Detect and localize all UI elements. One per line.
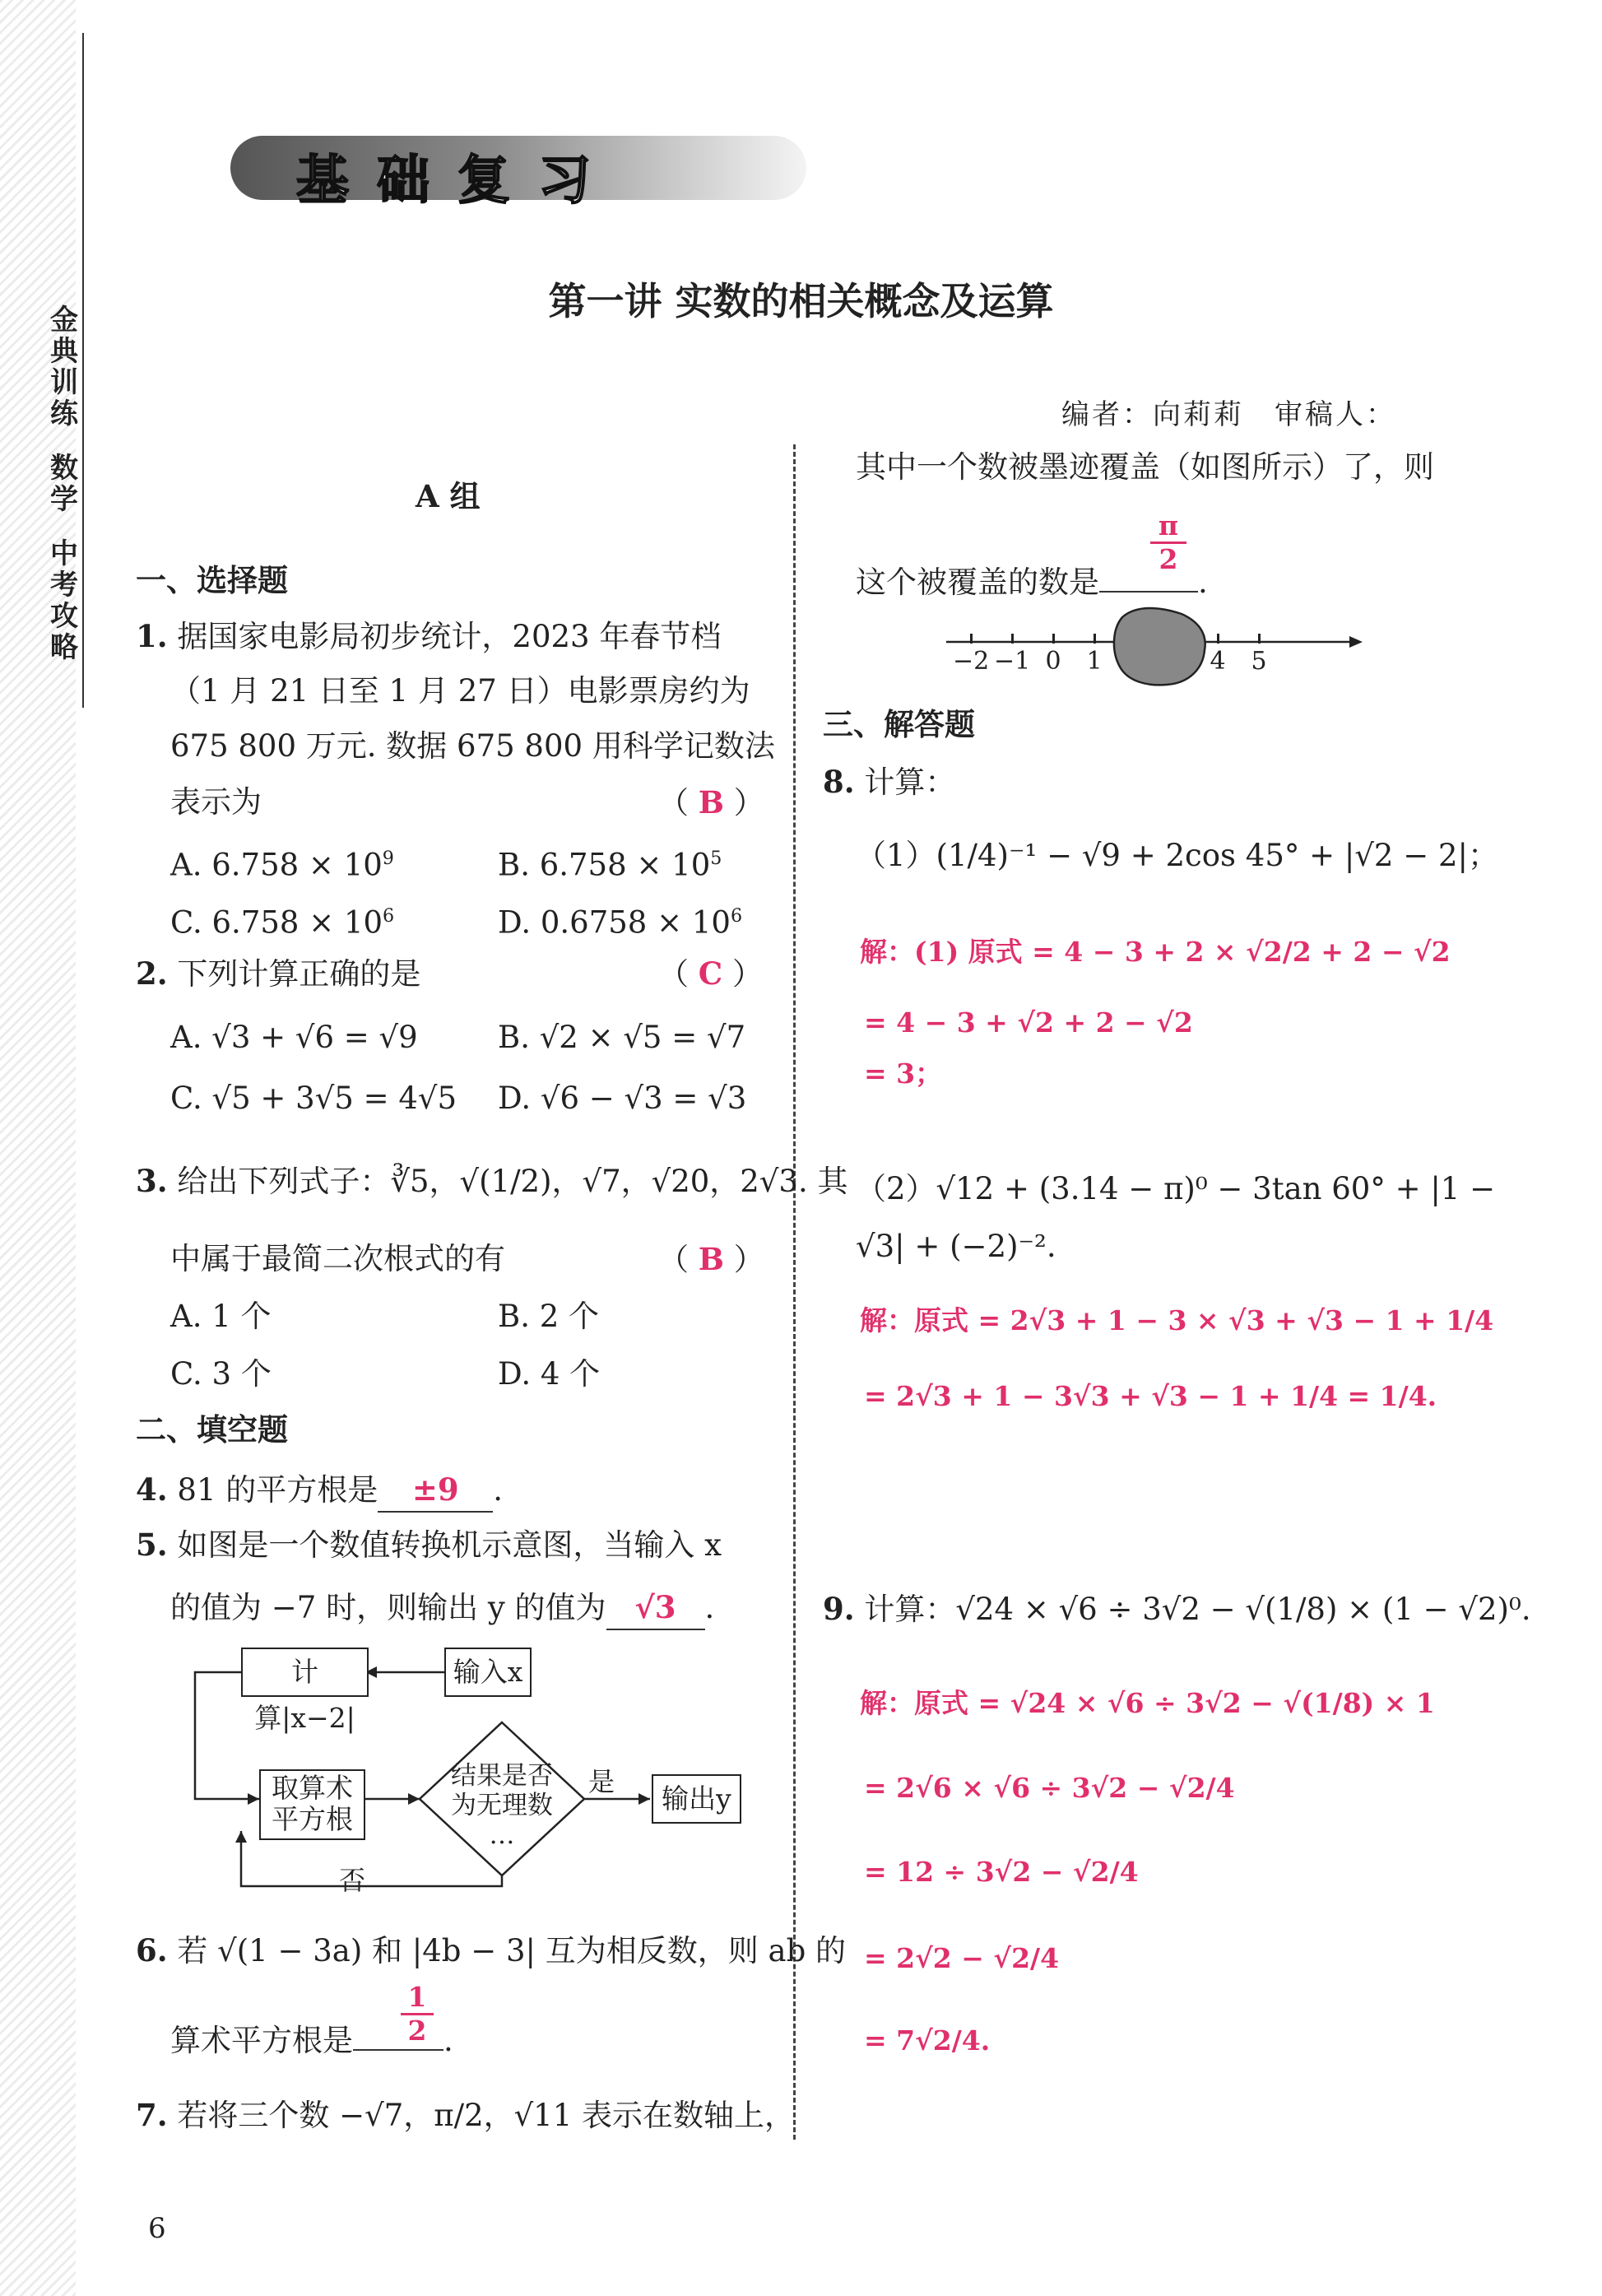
q3-option-a: A. 1 个: [170, 1299, 272, 1334]
q3-answer: B: [698, 1241, 725, 1277]
q7-number: 7.: [136, 2097, 168, 2133]
q1-text-2: （1 月 21 日至 1 月 27 日）电影票房约为: [170, 673, 750, 709]
section-fill: 二、填空题: [136, 1411, 288, 1448]
q6-answer-den: 2: [407, 2015, 427, 2047]
flow-output-box: 输出y: [652, 1774, 741, 1824]
q1-option-b: B. $6.758 \times 10^5$: [498, 847, 722, 883]
sidebar-label: [48, 304, 81, 663]
q6-number: 6.: [136, 1932, 168, 1968]
q4-line: 4. 81 的平方根是 ±9 .: [136, 1469, 503, 1513]
q7-line1: [136, 2094, 795, 2136]
q9-sol-line1: 解：原式 = √24 × √6 ÷ 3√2 − √(1/8) × 1: [860, 1687, 1435, 1719]
q9-text: 计算：√24 × √6 ÷ 3√2 − √(1/8) × (1 − √2)⁰.: [864, 1592, 1531, 1627]
q3-answer-paren: （ B ）: [658, 1241, 764, 1277]
page-title: 第一讲 实数的相关概念及运算: [548, 279, 1054, 323]
q8-sol1-line2: = 4 − 3 + √2 + 2 − √2: [864, 1006, 1193, 1039]
q8-sol2-line1: 解：原式 = 2√3 + 1 − 3 × √3 + √3 − 1 + 1/4: [860, 1304, 1494, 1336]
q7-answer-num: π: [1150, 510, 1186, 544]
q7-text-1: 若将三个数 −√7，π/2，√11 表示在数轴上，: [177, 2098, 796, 2133]
q1-line1: [136, 616, 721, 658]
ink-blot: [946, 599, 1366, 690]
q7-text-3: 这个被覆盖的数是: [856, 565, 1099, 600]
section-answer: 三、解答题: [823, 706, 975, 742]
flow-sqrt-line1: 取算术: [272, 1772, 353, 1804]
q2-option-c: C. √5 + 3√5 = 4√5: [170, 1081, 457, 1116]
sidebar-subject: 数学: [50, 452, 78, 516]
axis-label: 0: [1045, 647, 1061, 676]
sidebar-rule: [82, 33, 84, 708]
flow-judge-line1: 结果是否: [451, 1761, 553, 1791]
q9-sol-line4: = 2√2 − √2/4: [864, 1942, 1060, 1974]
q5-number: 5.: [136, 1527, 168, 1563]
q8-sol1-line1: 解：(1) 原式 = 4 − 3 + 2 × √2/2 + 2 − √2: [860, 936, 1451, 968]
flow-judge-line2: 为无理数: [451, 1791, 553, 1820]
q3-text-1: 给出下列式子：∛5，√(1/2)，√7，√20，2√3. 其: [177, 1164, 848, 1199]
flow-yes-label: 是: [588, 1766, 615, 1797]
q9-sol-line2: = 2√6 × √6 ÷ 3√2 − √2/4: [864, 1772, 1235, 1804]
q2-option-b: B. √2 × √5 = √7: [498, 1020, 746, 1055]
q9-sol-line5: = 7√2/4.: [864, 2024, 991, 2057]
q7-line3: 这个被覆盖的数是 .: [856, 543, 1208, 603]
q8-part1: （1）(1/4)⁻¹ − √9 + 2cos 45° + |√2 − 2|；: [856, 838, 1498, 873]
q8-number: 8.: [823, 764, 855, 800]
q1-option-d: D. $0.6758 \times 10^6$: [498, 904, 743, 941]
q6-text-2: 算术平方根是: [170, 2023, 353, 2058]
axis-label: −1: [994, 647, 1031, 676]
q8-part2-line1: （2）√12 + (3.14 − π)⁰ − 3tan 60° + |1 −: [856, 1171, 1496, 1206]
q6-answer-num: 1: [401, 1982, 434, 2015]
q6-line2: 算术平方根是 .: [170, 2001, 453, 2061]
flow-compute-box: 计算|x−2|: [241, 1648, 369, 1697]
axis-label: 5: [1251, 647, 1267, 676]
q8-line: [823, 761, 955, 803]
flow-judge-line3: …: [489, 1820, 515, 1850]
q2-answer-paren: （ C ）: [658, 955, 763, 992]
flow-no-label: 否: [339, 1865, 366, 1896]
q4-answer: ±9: [411, 1471, 459, 1508]
q8-sol1-line3: = 3；: [864, 1057, 943, 1090]
q3-number: 3.: [136, 1163, 168, 1199]
flow-sqrt-line2: 平方根: [272, 1803, 353, 1835]
q3-option-d: D. 4 个: [498, 1356, 601, 1392]
q7-answer-den: 2: [1159, 543, 1178, 575]
q6-answer: [401, 1982, 434, 2047]
q3-option-b: B. 2 个: [498, 1299, 600, 1334]
q6-line1: [136, 1930, 846, 1972]
flow-sqrt-box: [259, 1769, 365, 1840]
q1-text-1: 据国家电影局初步统计，2023 年春节档: [177, 619, 722, 654]
q1-answer-paren: （ B ）: [658, 784, 764, 820]
q1-text-3: 675 800 万元. 数据 675 800 用科学记数法: [170, 728, 775, 764]
q3-option-c: C. 3 个: [170, 1356, 272, 1392]
banner-title: 基础复习: [296, 151, 619, 211]
q2-number: 2.: [136, 955, 168, 992]
q2-option-a: A. √3 + √6 = √9: [170, 1020, 418, 1055]
q1-text-4: 表示为: [170, 784, 262, 820]
axis-label: −2: [953, 647, 990, 676]
q1-option-c: C. $6.758 \times 10^6$: [170, 904, 395, 941]
q4-text: 81 的平方根是: [177, 1472, 378, 1508]
q5-text-2: 的值为 −7 时，则输出 y 的值为: [170, 1590, 606, 1625]
q8-sol2-line2: = 2√3 + 1 − 3√3 + √3 − 1 + 1/4 = 1/4.: [864, 1380, 1437, 1412]
q5-answer: √3: [634, 1589, 676, 1625]
q7-text-2: 其中一个数被墨迹覆盖（如图所示）了，则: [856, 449, 1434, 485]
section-choice: 一、选择题: [136, 562, 288, 598]
q7-answer: [1150, 510, 1186, 575]
q9-number: 9.: [823, 1591, 855, 1627]
q6-text-1: 若 √(1 − 3a) 和 |4b − 3| 互为相反数，则 ab 的: [177, 1933, 847, 1968]
flow-input-box: 输入x: [444, 1648, 532, 1697]
q2-answer: C: [698, 955, 723, 992]
q3-line1: [136, 1160, 847, 1202]
group-label: A 组: [416, 478, 481, 514]
column-divider: [793, 444, 796, 2140]
q5-line1: [136, 1524, 722, 1566]
q8-text: 计算：: [864, 765, 956, 800]
q2-option-d: D. √6 − √3 = √3: [498, 1081, 747, 1116]
q1-option-a: A. $6.758 \times 10^9$: [170, 847, 394, 883]
q2-text: 下列计算正确的是: [177, 956, 421, 992]
q8-part2-line2: √3| + (−2)⁻².: [856, 1229, 1056, 1264]
editor-credit: 编者：向莉莉 审稿人：: [1061, 398, 1396, 431]
q1-answer: B: [698, 784, 725, 820]
q3-text-2: 中属于最简二次根式的有: [170, 1241, 505, 1276]
q4-number: 4.: [136, 1471, 168, 1508]
q9-line: [823, 1588, 1531, 1630]
q9-sol-line3: = 12 ÷ 3√2 − √2/4: [864, 1856, 1139, 1888]
sidebar-guide: 中考攻略: [50, 537, 78, 664]
axis-label: 4: [1210, 647, 1226, 676]
q1-number: 1.: [136, 618, 168, 654]
sidebar-series: 金典训练: [50, 304, 78, 430]
page-number: 6: [148, 2212, 166, 2245]
q5-line2: 的值为 −7 时，则输出 y 的值为 √3 .: [170, 1587, 714, 1630]
q2-line: [136, 953, 420, 995]
axis-label: 1: [1086, 647, 1103, 676]
q5-text-1: 如图是一个数值转换机示意图，当输入 x: [177, 1527, 722, 1563]
flow-judge-label: [428, 1761, 576, 1850]
